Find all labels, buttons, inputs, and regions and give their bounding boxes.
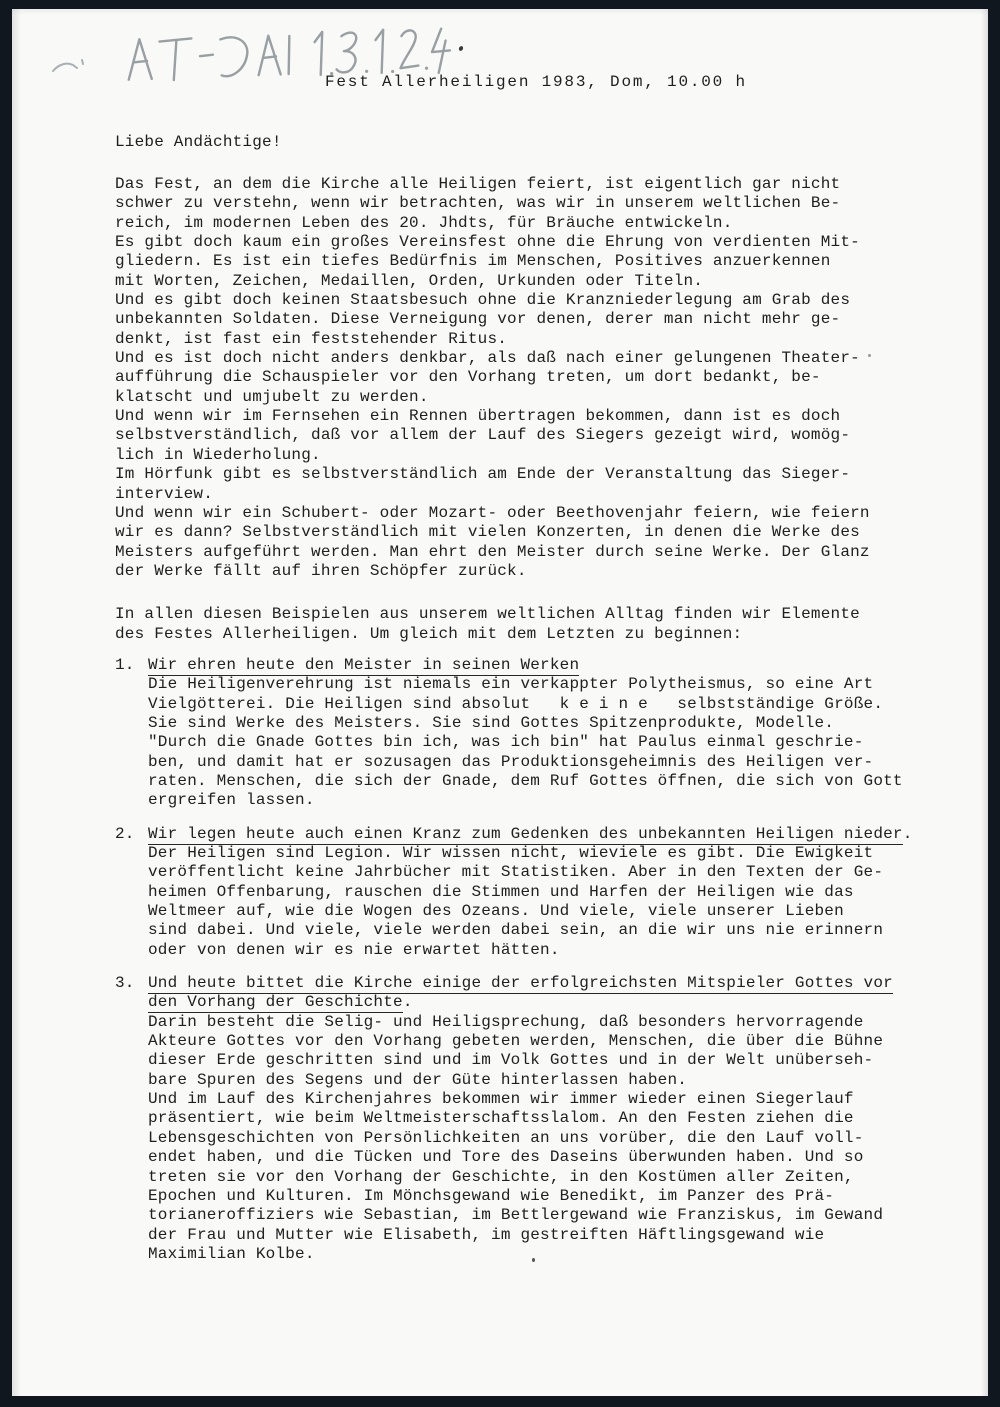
text-line: interview. xyxy=(115,484,214,503)
scan-speck xyxy=(532,1258,535,1262)
text-line: Epochen und Kulturen. Im Mönchsgewand wie Benedikt, im Panzer des Prä- xyxy=(148,1186,835,1205)
list-item-2 xyxy=(115,825,987,960)
text-line: reich, im modernen Leben des 20. Jhdts, für Bräuche entwickeln. xyxy=(115,213,733,232)
pencil-mark xyxy=(50,55,90,81)
scan-speck xyxy=(458,45,464,51)
text-line: Und es gibt doch keinen Staatsbesuch ohne die Kranzniederlegung am Grab des xyxy=(115,291,851,310)
text-line: heimen Offenbarung, rauschen die Stimmen und Harfen der Heiligen wie das xyxy=(148,882,854,901)
paper-sheet xyxy=(12,9,988,1396)
item-number: 1. xyxy=(115,655,135,674)
underlined-heading-text: den Vorhang der Geschichte xyxy=(148,993,403,1012)
text-line: des Festes Allerheiligen. Um gleich mit dem Letzten zu beginnen: xyxy=(115,624,743,643)
text-line: Und im Lauf des Kirchenjahres bekommen wir immer wieder einen Siegerlauf xyxy=(148,1090,854,1109)
text-line: Akteure Gottes vor den Vorhang gebeten werden, Menschen, die über die Bühne xyxy=(148,1032,884,1051)
text-line: Und wenn wir im Fernsehen ein Rennen übertragen bekommen, dann ist es doch xyxy=(115,407,841,426)
text-line: Meisters aufgeführt werden. Man ehrt den Meister durch seine Werke. Der Glanz xyxy=(115,542,870,561)
text-line: sind dabei. Und viele, viele werden dabei sein, an die wir uns nie erinnern xyxy=(148,921,884,940)
text-line: unbekannten Soldaten. Diese Verneigung vor denen, derer man nicht mehr ge- xyxy=(115,310,841,329)
intro-paragraphs xyxy=(115,175,987,581)
list-item-1 xyxy=(115,656,987,811)
text-line: Es gibt doch kaum ein großes Vereinsfest ohne die Ehrung von verdienten Mit- xyxy=(115,233,860,252)
text-line: Darin besteht die Selig- und Heiligsprechung, daß besonders hervorragende xyxy=(148,1012,864,1031)
text-line: Der Heiligen sind Legion. Wir wissen nicht, wieviele es gibt. Die Ewigkeit xyxy=(148,844,874,862)
text-line: torianeroffiziers wie Sebastian, im Bettlergewand wie Franziskus, im Gewand xyxy=(148,1206,884,1225)
underlined-heading-text: Wir ehren heute den Meister in seinen Werken xyxy=(148,655,580,674)
text-line: Und wenn wir ein Schubert- oder Mozart- oder Beethovenjahr feiern, wie feiern xyxy=(115,503,870,522)
item-heading-line xyxy=(148,825,987,844)
text-line: Das Fest, an dem die Kirche alle Heiligen feiert, ist eigentlich gar nicht xyxy=(115,175,841,193)
text-line: lich in Wiederholung. xyxy=(115,445,321,464)
text-line: Maximilian Kolbe. xyxy=(148,1244,315,1263)
text-line: ben, und damit hat er sozusagen das Produktionsgeheimnis des Heiligen ver- xyxy=(148,752,874,771)
text-line: wir es dann? Selbstverständlich mit vielen Konzerten, in denen die Werke des xyxy=(115,523,860,542)
item-heading-line xyxy=(148,993,987,1012)
text-line: treten sie vor den Vorhang der Geschichte, in den Kostümen aller Zeiten, xyxy=(148,1167,854,1186)
text-line: dieser Erde geschritten sind und im Volk Gottes und in der Welt unüberseh- xyxy=(148,1051,874,1070)
text-line: Vielgötterei. Die Heiligen sind absolut k e i n e selbstständige Größe. xyxy=(148,694,884,713)
item-number: 3. xyxy=(115,974,135,993)
underlined-heading-text: Wir legen heute auch einen Kranz zum Gedenken des unbekannten Heiligen nieder xyxy=(148,824,903,843)
heading-tail: . xyxy=(902,824,913,843)
text-line: denkt, ist fast ein feststehender Ritus. xyxy=(115,329,508,348)
text-line: der Werke fällt auf ihren Schöpfer zurück. xyxy=(115,561,527,580)
text-line: raten. Menschen, die sich der Gnade, dem Ruf Gottes öffnen, die sich von Gott xyxy=(148,771,903,790)
text-line: Und es ist doch nicht anders denkbar, als daß nach einer gelungenen Theater- xyxy=(115,349,860,368)
document-title: Fest Allerheiligen 1983, Dom, 10.00 h xyxy=(325,73,747,91)
text-line: oder von denen wir es nie erwartet hätten. xyxy=(148,940,560,959)
list-item-3 xyxy=(115,974,987,1264)
text-line: Weltmeer auf, wie die Wogen des Ozeans. Und viele, viele unserer Lieben xyxy=(148,902,844,921)
text-line: Sie sind Werke des Meisters. Sie sind Gottes Spitzenprodukte, Modelle. xyxy=(148,713,835,732)
text-line: schwer zu verstehn, wenn wir betrachten, was wir in unserem weltlichen Be- xyxy=(115,194,841,213)
text-line: Die Heiligenverehrung ist niemals ein verkappter Polytheismus, so eine Art xyxy=(148,675,874,694)
text-line: ergreifen lassen. xyxy=(148,791,315,810)
text-line: Im Hörfunk gibt es selbstverständlich am Ende der Veranstaltung das Sieger- xyxy=(115,465,851,484)
text-line: präsentiert, wie beim Weltmeisterschaftsslalom. An den Festen ziehen die xyxy=(148,1109,854,1128)
text-line: selbstverständlich, daß vor allem der Lauf des Siegers gezeigt wird, womög- xyxy=(115,426,851,445)
text-line: aufführung die Schauspieler vor den Vorhang treten, um dort bedankt, be- xyxy=(115,368,821,387)
document-body xyxy=(115,175,987,1264)
item-heading-line xyxy=(148,656,987,675)
numbered-items xyxy=(115,656,987,1264)
item-number: 2. xyxy=(115,824,135,843)
underlined-heading-text: Und heute bittet die Kirche einige der erfolgreichsten Mitspieler Gottes vor xyxy=(148,974,893,993)
salutation: Liebe Andächtige! xyxy=(115,133,282,151)
text-line: mit Worten, Zeichen, Medaillen, Orden, Urkunden oder Titeln. xyxy=(115,271,704,290)
text-line: der Frau und Mutter wie Elisabeth, im gestreiften Häftlingsgewand wie xyxy=(148,1225,825,1244)
item-heading-line xyxy=(148,974,987,993)
text-line: bare Spuren des Segens und der Güte hinterlassen haben. xyxy=(148,1070,688,1089)
item-body xyxy=(148,656,987,811)
item-body xyxy=(148,974,987,1264)
text-line: Lebensgeschichten von Persönlichkeiten an uns vorüber, die den Lauf voll- xyxy=(148,1128,864,1147)
text-line: klatscht und umjubelt zu werden. xyxy=(115,387,429,406)
heading-tail: . xyxy=(402,993,413,1012)
text-line: In allen diesen Beispielen aus unserem weltlichen Alltag finden wir Elemente xyxy=(115,605,860,624)
text-line: endet haben, und die Tücken und Tore des Daseins überwunden haben. Und so xyxy=(148,1148,864,1167)
text-line: gliedern. Es ist ein tiefes Bedürfnis im Menschen, Positives anzuerkennen xyxy=(115,252,831,271)
item-body xyxy=(148,825,987,960)
text-line: veröffentlicht keine Jahrbücher mit Statistiken. Aber in den Texten der Ge- xyxy=(148,863,884,882)
scan-speck xyxy=(868,354,871,357)
transition-paragraph xyxy=(115,605,987,644)
text-line: "Durch die Gnade Gottes bin ich, was ich bin" hat Paulus einmal geschrie- xyxy=(148,733,864,752)
